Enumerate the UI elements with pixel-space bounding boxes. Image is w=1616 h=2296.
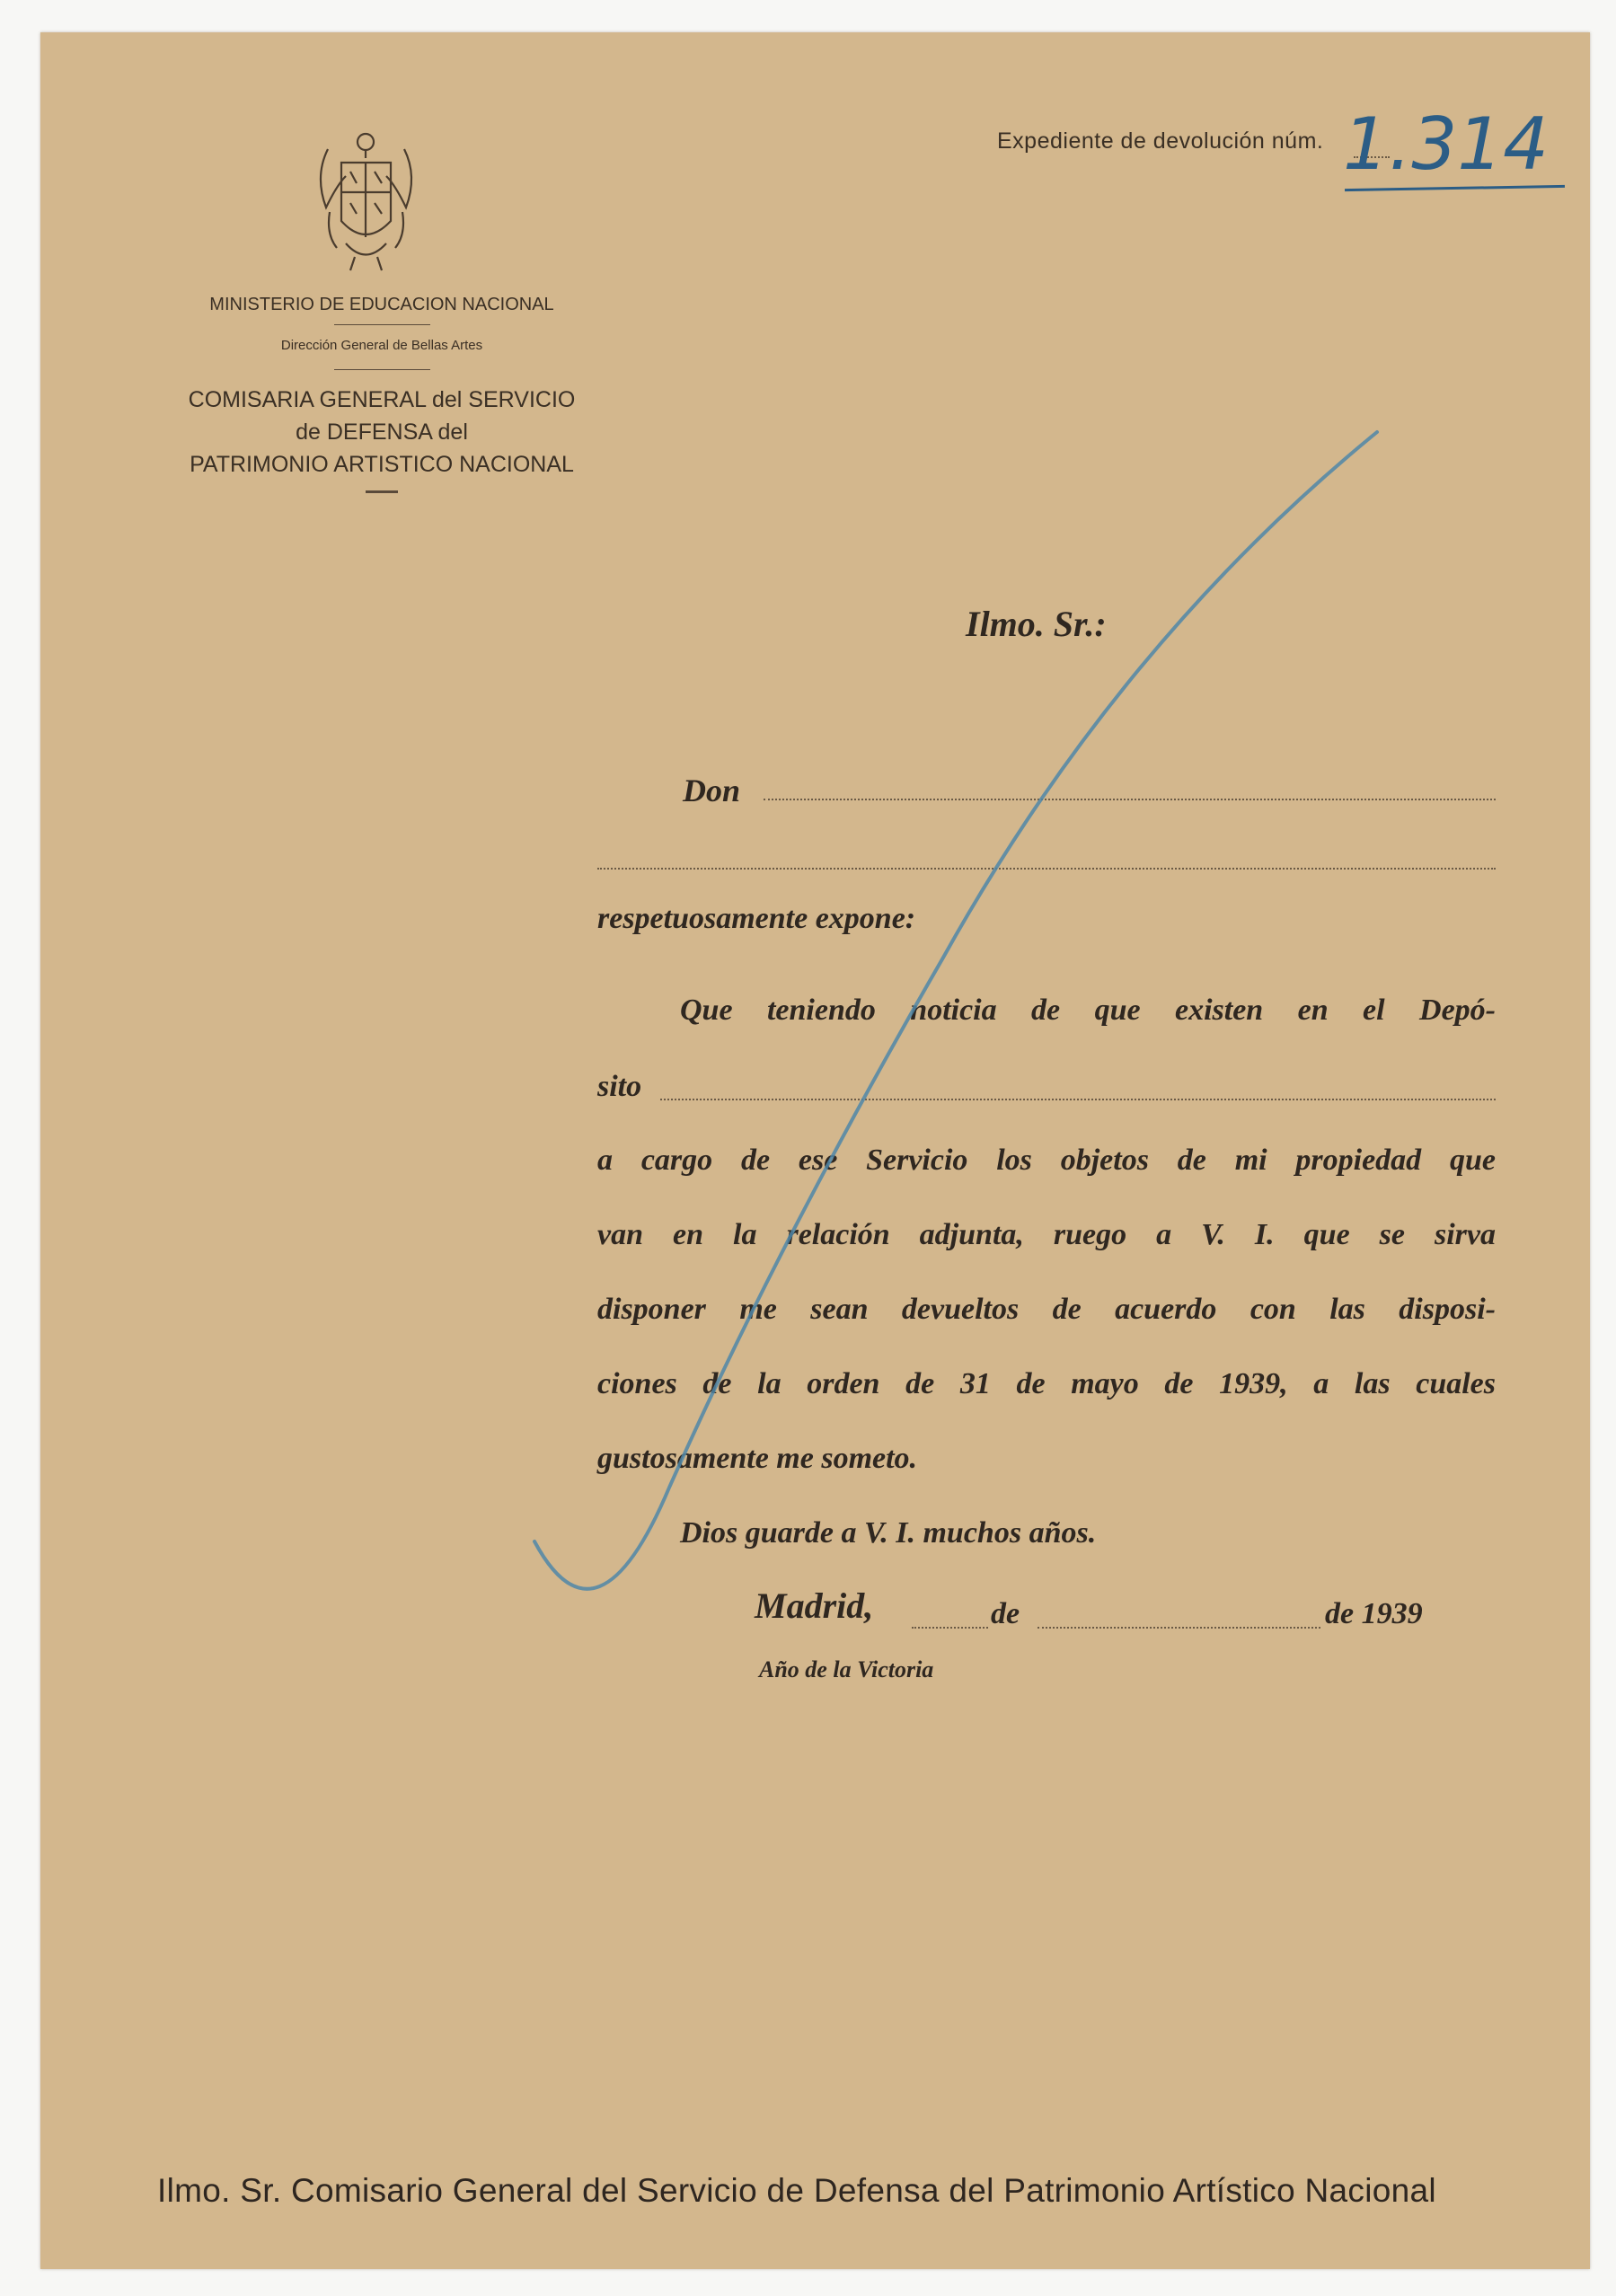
comisaria-dash [366, 490, 398, 493]
paragraph-line-3: a cargo de ese Servicio los objetos de mi propiedad que [597, 1144, 1496, 1177]
comisaria-line-1: COMISARIA GENERAL del SERVICIO [188, 387, 576, 412]
salutation: Ilmo. Sr.: [966, 604, 1107, 644]
comisaria-line-3: PATRIMONIO ARTISTICO NACIONAL [190, 452, 574, 477]
paragraph-line-6: ciones de la orden de 31 de mayo de 1939, a las cuales [597, 1367, 1496, 1400]
date-year: de 1939 [1325, 1597, 1423, 1630]
ministry-title: MINISTERIO DE EDUCACION NACIONAL [209, 295, 554, 314]
paragraph-line-7: gustosamente me someto. [597, 1442, 918, 1475]
don-dotted-line [764, 799, 1496, 800]
deposito-label: sito [597, 1070, 642, 1103]
day-dotted-line [912, 1627, 988, 1629]
place-label: Madrid, [755, 1585, 874, 1626]
direction-title: Dirección General de Bellas Artes [280, 338, 483, 353]
expediente-number: 1.314 [1343, 102, 1550, 186]
comisaria-line-2: de DEFENSA del [296, 419, 468, 445]
addressee-footer: Ilmo. Sr. Comisario General del Servicio de Defensa del Patrimonio Artístico Nacional [157, 2172, 1436, 2209]
paragraph-line-5: disponer me sean devueltos de acuerdo con las disposi- [597, 1293, 1496, 1326]
expone-text: respetuosamente expone: [597, 902, 916, 935]
closing-text: Dios guarde a V. I. muchos años. [680, 1516, 1097, 1550]
coat-of-arms-icon [310, 122, 422, 275]
paragraph-line-1: Que teniendo noticia de que existen en el Depó- [680, 993, 1496, 1027]
ministry-divider [334, 324, 430, 325]
comisaria-title [157, 384, 606, 481]
don-label: Don [683, 773, 741, 808]
year-motto: Año de la Victoria [759, 1656, 934, 1682]
deposito-dotted-line [660, 1099, 1496, 1100]
date-de: de [991, 1597, 1020, 1630]
paragraph-line-4: van en la relación adjunta, ruego a V. I. que se sirva [597, 1218, 1496, 1251]
expediente-label: Expediente de devolución núm. [997, 128, 1324, 154]
month-dotted-line [1038, 1627, 1320, 1629]
document-sheet [40, 32, 1590, 2269]
direction-divider [334, 369, 430, 370]
don-second-dotted-line [597, 868, 1496, 870]
